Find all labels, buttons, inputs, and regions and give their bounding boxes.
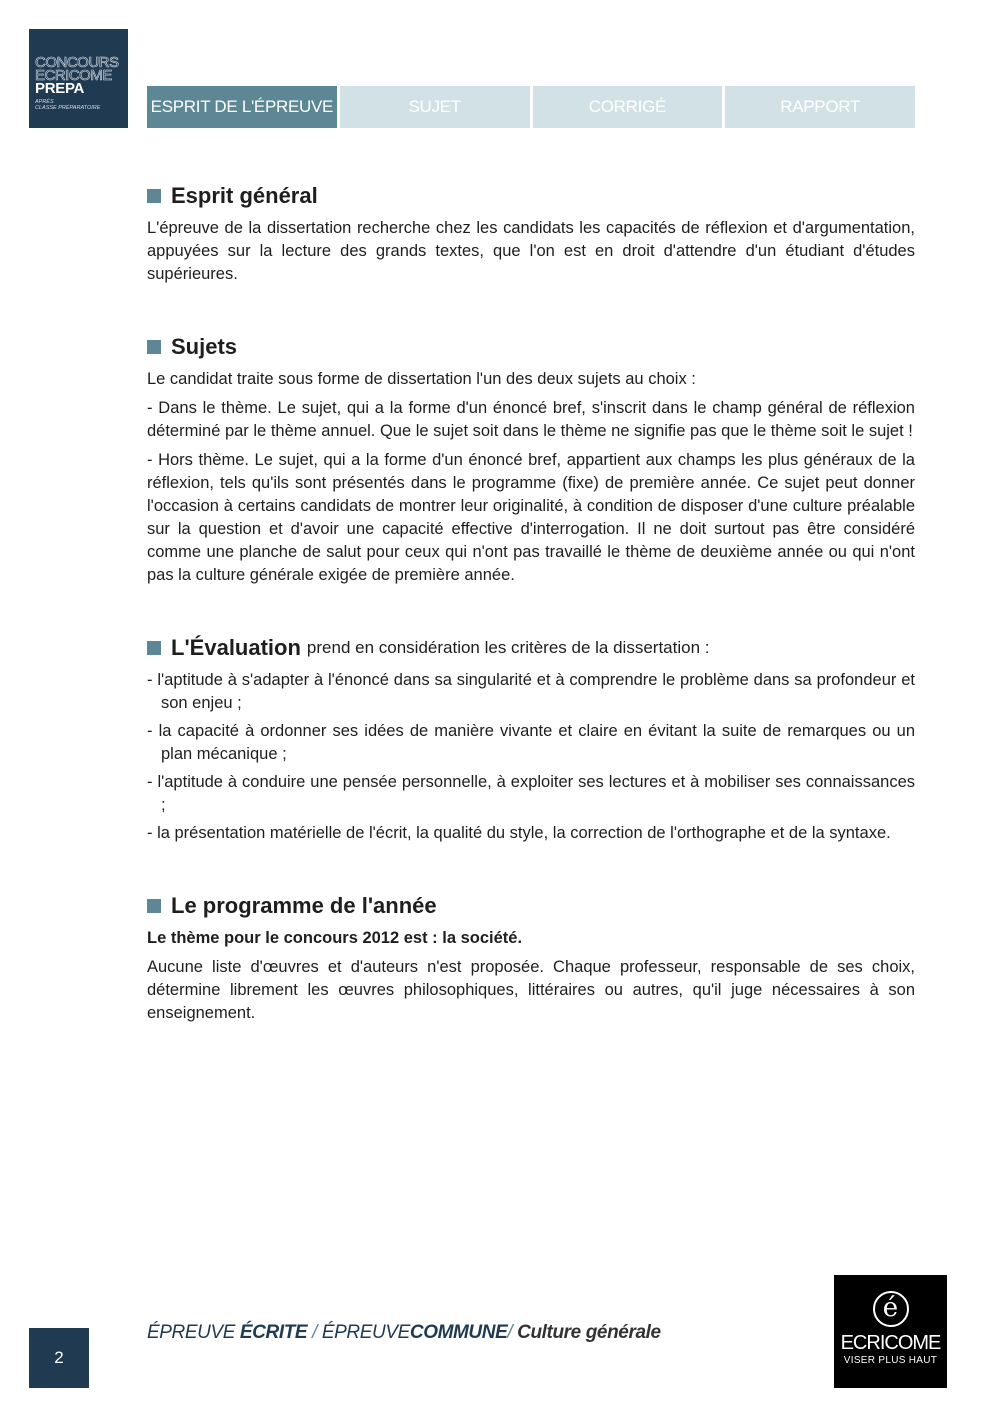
section-title: L'Évaluation (171, 635, 301, 660)
list-item: - la capacité à ordonner ses idées de manière vivante et claire en évitant la suite de remarques ou un plan mécanique ; (147, 722, 915, 763)
square-bullet-icon (147, 340, 161, 354)
paragraph: Le candidat traite sous forme de dissertation l'un des deux sujets au choix : (147, 370, 696, 388)
tab-sujet[interactable]: SUJET (340, 86, 530, 128)
tab-corrige[interactable]: CORRIGÉ (533, 86, 723, 128)
paragraph: L'épreuve de la dissertation recherche chez les candidats les capacités de réflexion et d'argumentation, appuyées sur la lecture des grands textes, que l'on est en droit d'attendre d'un étudiant d'études supérieures. (147, 219, 915, 283)
ecricome-e-icon: é (873, 1291, 909, 1327)
page-number: 2 (29, 1328, 89, 1388)
footer-epreuve: ÉPREUVE (147, 1322, 236, 1343)
square-bullet-icon (147, 189, 161, 203)
footer-subject: Culture générale (517, 1322, 661, 1343)
logo-line-classe: CLASSE PRÉPARATOIRE (35, 105, 101, 111)
square-bullet-icon (147, 641, 161, 655)
paragraph: Aucune liste d'œuvres et d'auteurs n'est proposée. Chaque professeur, responsable de ses choix, détermine librement les œuvres philosophiques, littéraires ou autres, qu'il juge nécessaires à son enseignement. (147, 958, 915, 1022)
section-heading (147, 183, 915, 209)
footer-exam-title (147, 1322, 661, 1344)
section-heading (147, 334, 915, 360)
footer-epreuve-2: ÉPREUVE (321, 1322, 410, 1343)
section-esprit-general (147, 183, 915, 286)
footer-separator: / (312, 1322, 317, 1343)
concours-ecricome-prepa-logo (29, 29, 128, 128)
section-heading (147, 635, 915, 661)
footer-commune: COMMUNE (409, 1322, 508, 1343)
section-title-continuation: prend en considération les critères de la dissertation : (306, 638, 710, 657)
list-item: - la présentation matérielle de l'écrit, la qualité du style, la correction de l'orthographe et de la syntaxe. (147, 824, 891, 842)
section-evaluation (147, 635, 915, 845)
section-title: Sujets (171, 334, 238, 359)
tab-rapport[interactable]: RAPPORT (725, 86, 915, 128)
section-programme (147, 893, 915, 1025)
ecricome-tagline: VISER PLUS HAUT (843, 1355, 938, 1366)
ecricome-wordmark: ECRICOME (840, 1332, 941, 1354)
footer-separator: / (507, 1322, 513, 1343)
tab-esprit-de-l-epreuve[interactable]: ESPRIT DE L'ÉPREUVE (147, 86, 337, 128)
paragraph: - Dans le thème. Le sujet, qui a la forme d'un énoncé bref, s'inscrit dans le champ général de réflexion déterminé par le thème annuel. Que le sujet soit dans le thème ne signifie pas que le thème soit le sujet ! (147, 399, 915, 440)
section-sujets (147, 334, 915, 587)
main-content (147, 183, 915, 1073)
logo-line-ecricome: ECRICOME (35, 67, 112, 84)
paragraph: - Hors thème. Le sujet, qui a la forme d'un énoncé bref, appartient aux champs les plus généraux de la réflexion, tels qu'ils sont présentés dans le programme (fixe) de première année. Ce sujet peut donner l'occasion à certains candidats de montrer leur originalité, à condition de disposer d'une culture préalable sur la question et d'avoir une capacité effective d'interrogation. Il ne doit surtout pas être considéré comme une planche de salut pour ceux qui n'ont pas travaillé le thème de deuxième année ou qui n'ont pas la culture générale exigée de première année. (147, 451, 915, 584)
ecricome-logo (834, 1275, 947, 1388)
square-bullet-icon (147, 899, 161, 913)
logo-line-prepa: PREPA (35, 80, 85, 97)
theme-statement: Le thème pour le concours 2012 est : la société. (147, 929, 523, 947)
footer-ecrite: ÉCRITE (239, 1322, 308, 1343)
logo-line-concours: CONCOURS (35, 54, 119, 71)
list-item: - l'aptitude à s'adapter à l'énoncé dans sa singularité et à comprendre le problème dans sa profondeur et son enjeu ; (147, 671, 915, 712)
section-heading (147, 893, 915, 919)
logo-line-apres: APRÈS (35, 99, 54, 105)
section-tabs (147, 86, 915, 128)
section-title: Esprit général (171, 183, 318, 208)
section-title: Le programme de l'année (171, 893, 437, 918)
list-item: - l'aptitude à conduire une pensée personnelle, à exploiter ses lectures et à mobiliser ses connaissances ; (147, 773, 915, 814)
